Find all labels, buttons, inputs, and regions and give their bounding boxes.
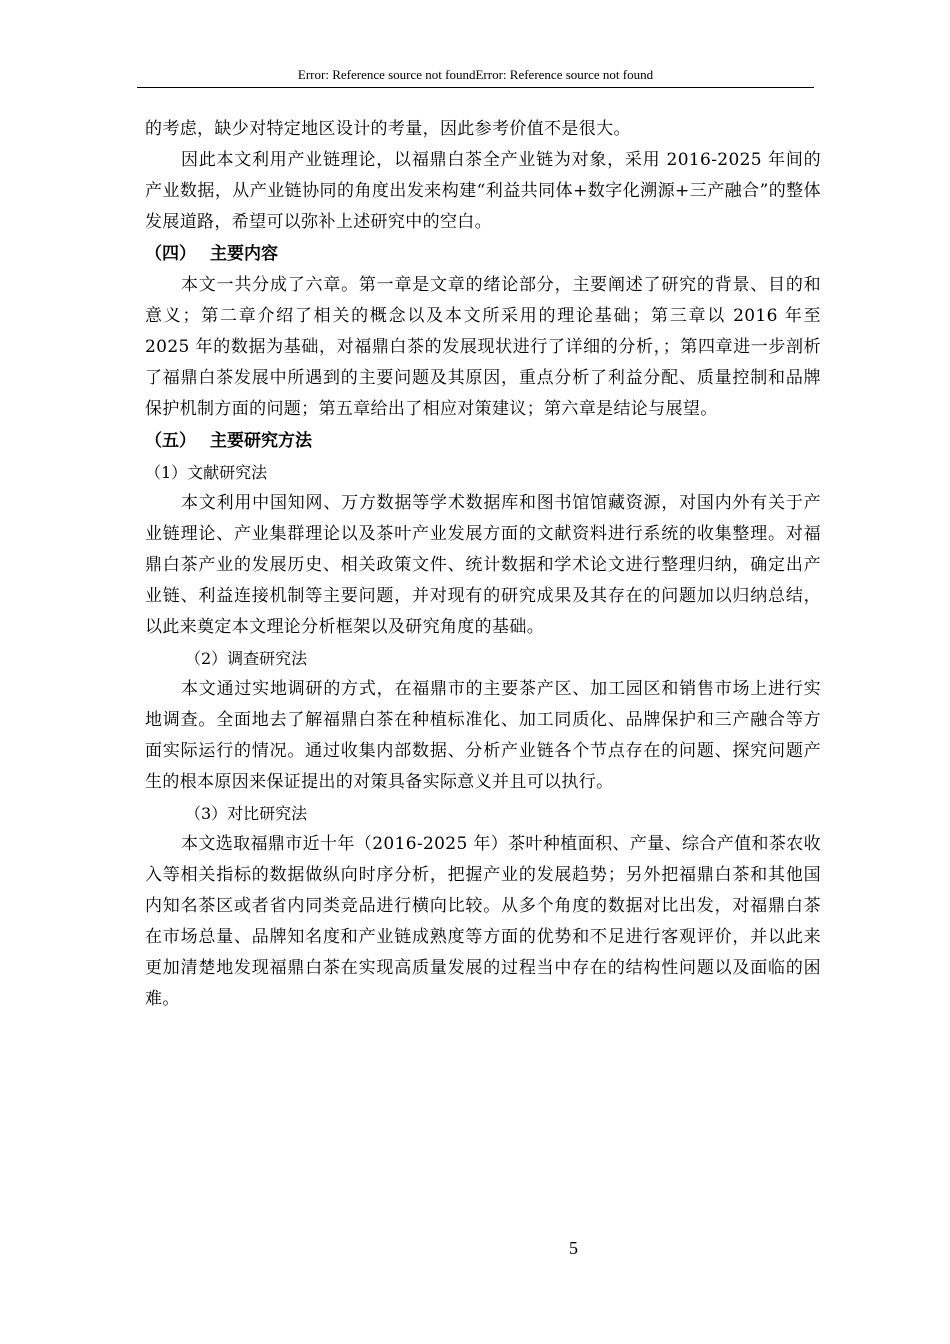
header-text: Error: Reference source not foundError: Reference source not found [297,67,654,82]
section-heading-main-content [145,238,821,270]
document-body [145,114,821,1015]
paragraph-chapter-overview: 本文一共分成了六章。第一章是文章的绪论部分，主要阐述了研究的背景、目的和意义；第二章介绍了相关的概念以及本文所采用的理论基础；第三章以 2016 年至 2025 年的数据为基础，对福鼎白茶的发展现状进行了详细的分析，；第四章进一步剖析了福鼎白茶发展中所遇到的主要问题及其原因，重点分析了利益分配、质量控制和品牌保护机制方面的问题；第五章给出了相应对策建议；第六章是结论与展望。 [145,275,821,419]
method-heading-comparison: （3）对比研究法 [185,804,308,823]
paragraph-survey-method: 本文通过实地调研的方式，在福鼎市的主要茶产区、加工园区和销售市场上进行实地调查。全面地去了解福鼎白茶在种植标准化、加工同质化、品牌保护和三产融合等方面实际运行的情况。通过收集内部数据、分析产业链各个节点存在的问题、探究问题产生的根本原因来保证提出的对策具备实际意义并且可以执行。 [145,679,821,792]
section-title: 主要研究方法 [210,431,312,451]
paragraph-continuation: 的考虑，缺少对特定地区设计的考量，因此参考价值不是很大。 [145,119,631,139]
method-heading-literature: （1）文献研究法 [145,463,268,482]
paragraph-research-gap: 因此本文利用产业链理论，以福鼎白茶全产业链为对象，采用 2016-2025 年间的产业数据，从产业链协同的角度出发来构建“利益共同体+数字化溯源+三产融合”的整体发展道路，希望可以弥补上述研究中的空白。 [145,150,821,232]
section-heading-methods [145,425,821,457]
section-number: （五） [145,431,196,451]
page-header [137,66,814,88]
section-title: 主要内容 [210,244,278,264]
method-heading-survey: （2）调查研究法 [185,649,308,668]
page-number: 5 [569,1238,578,1258]
paragraph-comparison-method: 本文选取福鼎市近十年（2016-2025 年）茶叶种植面积、产量、综合产值和茶农收入等相关指标的数据做纵向时序分析，把握产业的发展趋势；另外把福鼎白茶和其他国内知名茶区或者省内同类竞品进行横向比较。从多个角度的数据对比出发，对福鼎白茶在市场总量、品牌知名度和产业链成熟度等方面的优势和不足进行客观评价，并以此来更加清楚地发现福鼎白茶在实现高质量发展的过程当中存在的结构性问题以及面临的困难。 [145,834,821,1009]
paragraph-literature-method: 本文利用中国知网、万方数据等学术数据库和图书馆馆藏资源，对国内外有关于产业链理论、产业集群理论以及茶叶产业发展方面的文献资料进行系统的收集整理。对福鼎白茶产业的发展历史、相关政策文件、统计数据和学术论文进行整理归纳，确定出产业链、利益连接机制等主要问题，并对现有的研究成果及其存在的问题加以归纳总结，以此来奠定本文理论分析框架以及研究角度的基础。 [145,493,821,637]
section-number: （四） [145,244,196,264]
